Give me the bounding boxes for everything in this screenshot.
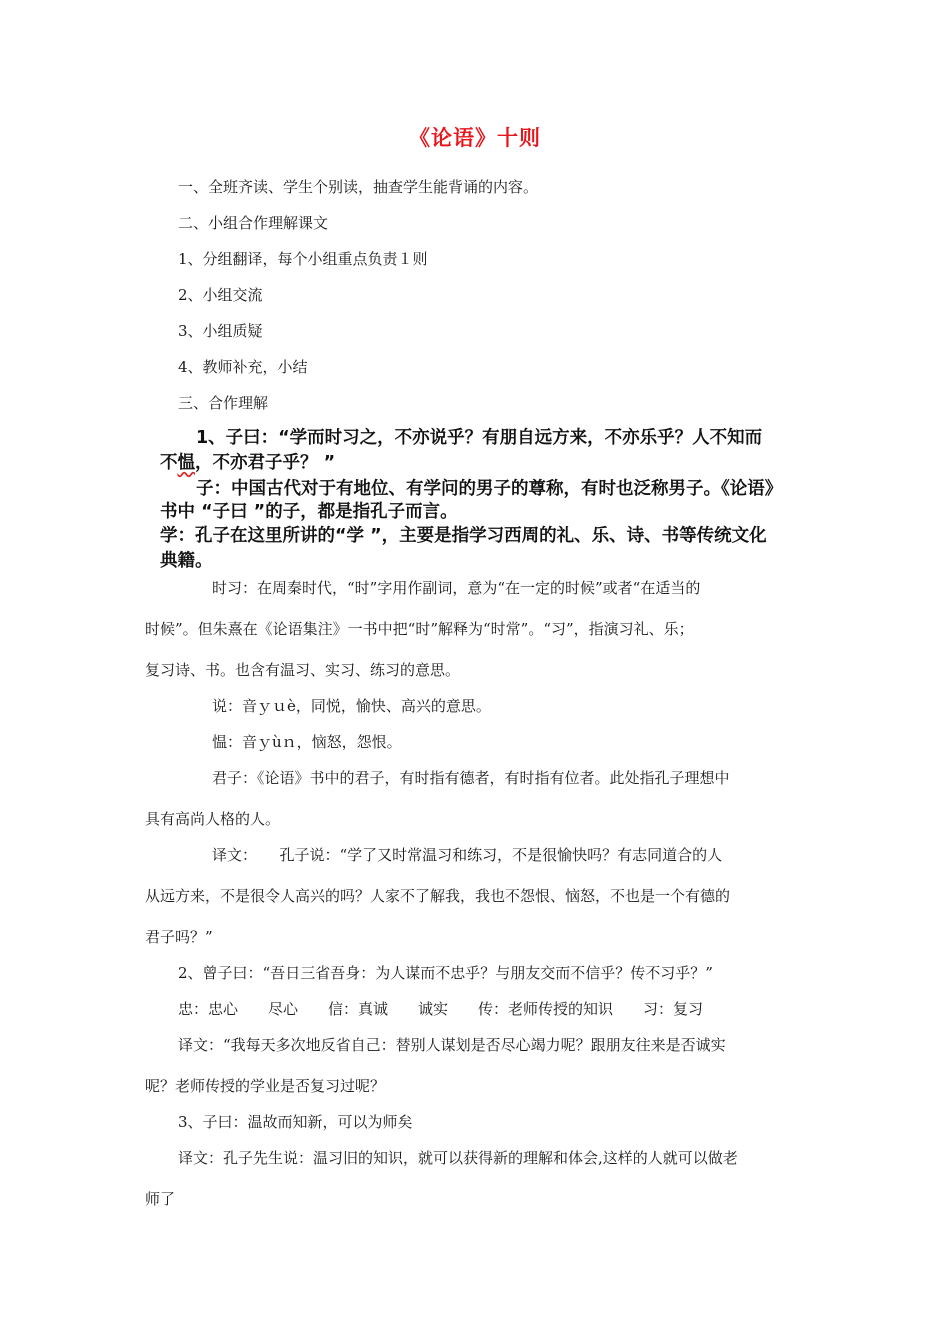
step-2-3: 3、小组质疑 [178,322,263,340]
step-2-2: 2、小组交流 [178,286,263,304]
q3-quote: 3、子曰：温故而知新，可以为师矣 [178,1113,413,1131]
q2-glossary: 忠：忠心 尽心 信：真诚 诚实 传：老师传授的知识 习：复习 [178,1000,704,1018]
q2-translation-line1: 译文：“我每天多次地反省自己：替别人谋划是否尽心竭力呢？跟朋友往来是否诚实 [178,1036,726,1054]
note-zi-line1: 子：中国古代对于有地位、有学问的男子的尊称，有时也泛称男子。《论语》 [196,479,783,499]
q2-quote: 2、曾子曰：“吾日三省吾身：为人谋而不忠乎？与朋友交而不信乎？传不习乎？” [178,964,713,982]
note-shixi-line1: 时习：在周秦时代，“时”字用作副词，意为“在一定的时候”或者“在适当的 [212,579,701,597]
step-1: 一、全班齐读、学生个别读，抽查学生能背诵的内容。 [178,178,539,196]
q1-quote-line1: 1、子曰：“学而时习之，不亦说乎？有朋自远方来，不亦乐乎？人不知而 [196,428,763,448]
note-xue-line1: 学：孔子在这里所讲的“学 ”，主要是指学习西周的礼、乐、诗、书等传统文化 [160,526,767,546]
step-3: 三、合作理解 [178,394,269,412]
note-yun: 愠：音ｙùｎ，恼怒，怨恨。 [212,733,402,751]
q1-translation-line1: 译文： 孔子说：“学了又时常温习和练习，不是很愉快吗？有志同道合的人 [212,846,723,864]
note-junzi-line1: 君子：《论语》书中的君子，有时指有德者，有时指有位者。此处指孔子理想中 [212,769,730,787]
q1-wavy-char: 愠 [177,453,195,473]
step-2-1: 1、分组翻译，每个小组重点负责１则 [178,250,428,268]
q1-text: ，不亦君子乎？ ” [195,453,336,473]
note-shixi-line3: 复习诗、书。也含有温习、实习、练习的意思。 [145,661,461,679]
q3-translation-line1: 译文：孔子先生说：温习旧的知识，就可以获得新的理解和体会,这样的人就可以做老 [178,1149,738,1167]
note-xue-line2: 典籍。 [160,551,213,571]
note-shixi-line2: 时候”。但朱熹在《论语集注》一书中把“时”解释为“时常”。“习”，指演习礼、乐； [145,620,694,638]
q3-translation-line2: 师了 [145,1190,176,1208]
note-junzi-line2: 具有高尚人格的人。 [145,810,281,828]
q2-translation-line2: 呢？老师传授的学业是否复习过呢？ [145,1077,386,1095]
q1-text: 不 [160,453,178,473]
step-2-4: 4、教师补充，小结 [178,358,308,376]
page-title: 《论语》十则 [409,126,541,150]
step-2: 二、小组合作理解课文 [178,214,329,232]
note-yue: 说：音ｙｕè，同悦，愉快、高兴的意思。 [212,697,491,715]
q1-quote-line2 [160,451,335,475]
q1-translation-line2: 从远方来，不是很令人高兴的吗？人家不了解我，我也不怨恨、恼怒，不也是一个有德的 [145,887,731,905]
note-zi-line2: 书中 “子曰 ”的子，都是指孔子而言。 [160,502,458,522]
q1-translation-line3: 君子吗？” [145,928,213,946]
